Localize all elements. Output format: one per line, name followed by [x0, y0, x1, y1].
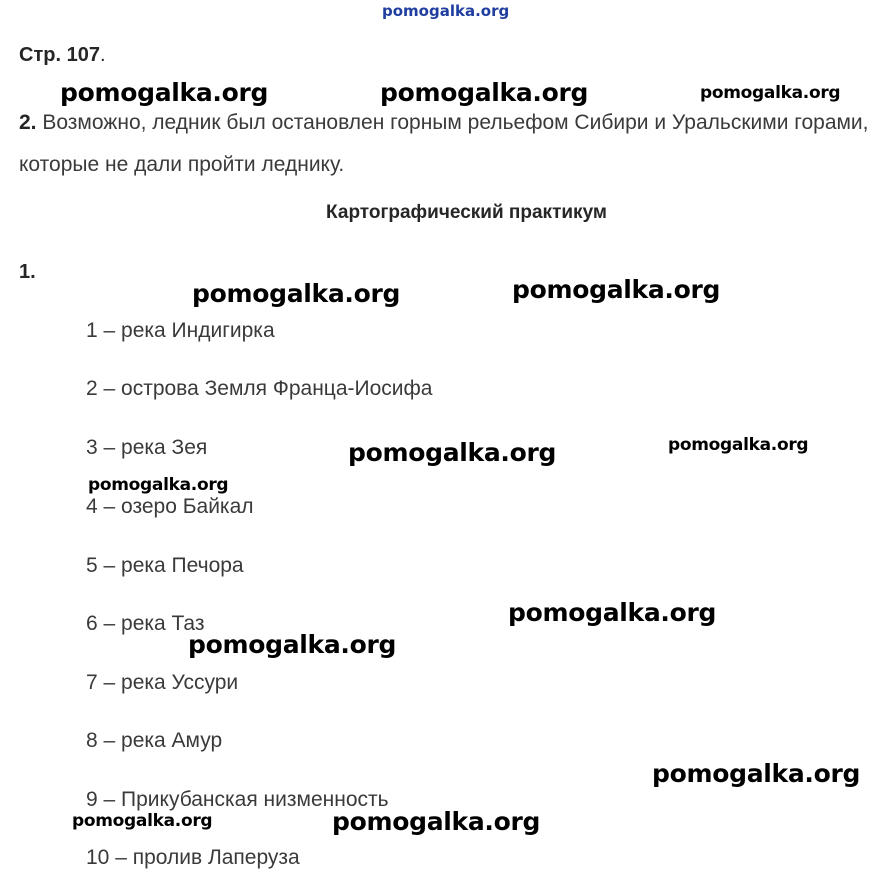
answer-text: Возможно, ледник был остановлен горным рельефом Сибири и Уральскими горами, которые не дали пройти леднику.: [19, 111, 869, 176]
watermark: pomogalka.org: [60, 78, 269, 107]
answer-paragraph: [19, 102, 869, 186]
list-item: 9 – Прикубанская низменность: [86, 788, 389, 811]
header-watermark: pomogalka.org: [382, 2, 510, 20]
watermark: pomogalka.org: [380, 78, 589, 107]
list-item: 2 – острова Земля Франца-Иосифа: [86, 377, 433, 400]
list-item: 4 – озеро Байкал: [86, 495, 254, 518]
watermark: pomogalka.org: [668, 435, 809, 455]
watermark: pomogalka.org: [348, 438, 557, 467]
page-reference: [19, 44, 106, 67]
list-item: 6 – река Таз: [86, 612, 205, 635]
watermark: pomogalka.org: [652, 759, 861, 788]
watermark: pomogalka.org: [88, 475, 229, 495]
watermark: pomogalka.org: [188, 630, 397, 659]
page-label: Стр. 107: [19, 44, 100, 66]
list-item: 10 – пролив Лаперуза: [86, 846, 300, 869]
watermark: pomogalka.org: [72, 811, 213, 831]
watermark: pomogalka.org: [332, 807, 541, 836]
list-item: 1 – река Индигирка: [86, 319, 275, 342]
watermark: pomogalka.org: [508, 598, 717, 627]
list-item: 8 – река Амур: [86, 729, 223, 752]
page-label-suffix: .: [99, 44, 106, 66]
list-item: 7 – река Уссури: [86, 671, 239, 694]
watermark: pomogalka.org: [192, 279, 401, 308]
list-item: 5 – река Печора: [86, 554, 244, 577]
section-title: Картографический практикум: [326, 202, 607, 223]
task-number: 1.: [19, 261, 36, 283]
watermark: pomogalka.org: [512, 275, 721, 304]
answer-number: 2.: [19, 111, 37, 134]
watermark: pomogalka.org: [700, 83, 841, 103]
list-item: 3 – река Зея: [86, 436, 208, 459]
